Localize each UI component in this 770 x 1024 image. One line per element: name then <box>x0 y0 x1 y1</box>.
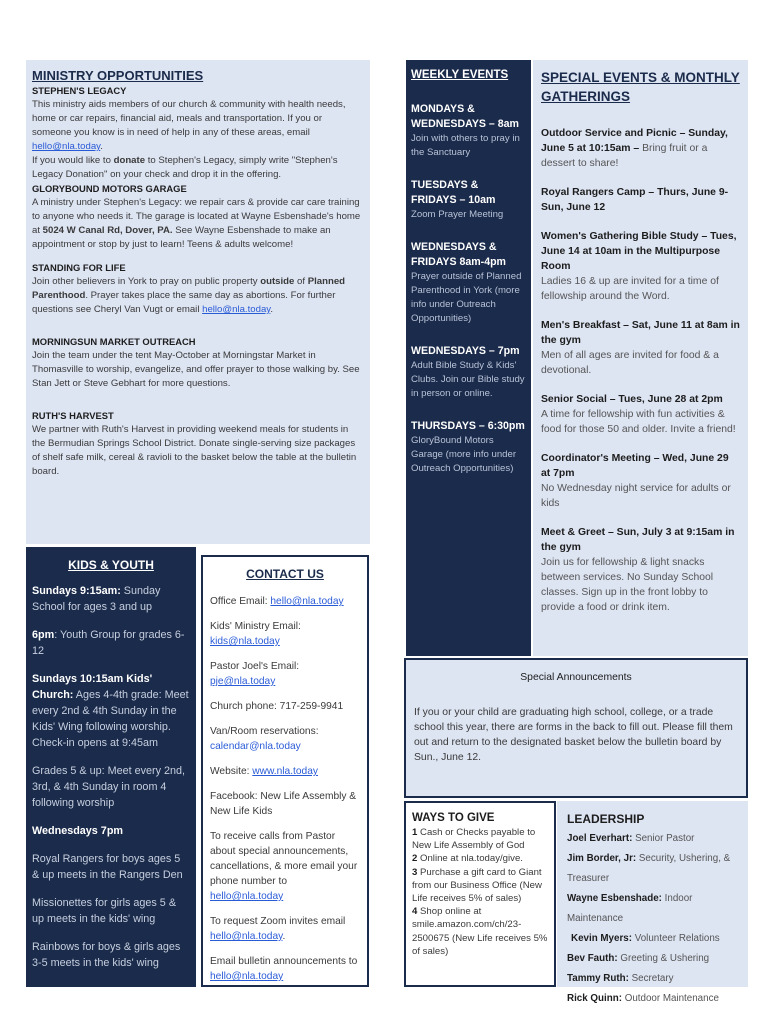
special-event-desc: No Wednesday night service for adults or kids <box>541 483 731 509</box>
garage-text-2: See Wayne Esbenshade to make an appointment or stop by just to learn! Teens & adults welcome! <box>32 225 331 250</box>
leader-name: Bev Fauth: <box>567 953 618 964</box>
leader-name: Tammy Ruth: <box>567 973 629 984</box>
leader-row <box>567 929 738 949</box>
leader-role: Security, Ushering, & Treasurer <box>567 853 731 884</box>
pastor-calls-text: To receive calls from Pastor about special announcements, cancellations, & more email your phone number to <box>210 831 358 887</box>
missionettes-item: Missionettes for girls ages 5 & up meets in the kids' wing <box>32 897 177 925</box>
website-link[interactable]: www.nla.today <box>252 766 318 777</box>
weekly-event-time: WEDNESDAYS & FRIDAYS 8am-4pm <box>411 241 506 268</box>
special-events-panel <box>533 60 748 656</box>
announcements-body: If you or your child are graduating high school, college, or a trade school this year, there are forms in the back to fill out. Please fill them out and return to the designated basket below the bulletin board by Sun., June 12. <box>414 707 733 763</box>
give-option-text: Online at nla.today/give. <box>417 853 523 865</box>
special-event <box>541 185 740 215</box>
ruth-text: We partner with Ruth's Harvest in providing weekend meals for students in the Bermudian Springs School District. Donate single-serving size packages of shelf safe milk, cereal & ravioli to the basket below the table at the bulletin board. <box>32 424 357 477</box>
youth-group-item <box>32 627 190 659</box>
special-event-head: Women's Gathering Bible Study – Tues, June 14 at 10am in the Multipurpose Room <box>541 231 737 272</box>
leader-role: Greeting & Ushering <box>617 953 710 964</box>
special-event-head: Senior Social – Tues, June 28 at 2pm <box>541 394 723 405</box>
zoom-end: . <box>282 931 286 942</box>
ministry-title: MINISTRY OPPORTUNITIES <box>32 68 204 83</box>
leader-row <box>567 969 738 989</box>
youth-group-desc: : Youth Group for grades 6-12 <box>32 629 185 657</box>
weekly-event <box>411 102 526 160</box>
give-option-text: Shop online at smile.amazon.com/ch/23-2500675 (New Life receives 5% of sales) <box>412 906 548 957</box>
special-event <box>541 318 740 378</box>
give-option-number: 4 <box>412 906 418 918</box>
leader-row <box>567 849 738 889</box>
leader-role: Volunteer Relations <box>631 933 720 944</box>
stephens-text-1: This ministry aids members of our church & community with health needs, home or car repairs, financial aid, meals and transportation. If you or someone you know is in need of help in any of these areas, email <box>32 99 346 138</box>
kids-church-item <box>32 671 190 751</box>
kids-email-link[interactable]: kids@nla.today <box>210 636 280 647</box>
wednesdays-time: Wednesdays 7pm <box>32 825 124 837</box>
give-option <box>412 905 548 958</box>
give-option-text: Purchase a gift card to Giant from our Business Office (New Life receives 5% of sales) <box>412 866 542 905</box>
leader-role: Indoor Maintenance <box>567 893 693 924</box>
sunday-school-desc: Sunday School for ages 3 and up <box>32 585 161 613</box>
stephens-text-4: to Stephen's Legacy, simply write "Stephen's Legacy Donation" on your check and drop it in the offering. <box>32 155 338 180</box>
kids-title: KIDS & YOUTH <box>68 558 154 572</box>
weekly-event <box>411 344 526 401</box>
stephens-text-2: . <box>100 141 103 152</box>
weekly-title: WEEKLY EVENTS <box>411 69 509 81</box>
special-announcements-panel <box>404 658 748 798</box>
planned-parenthood-bold: Planned Parenthood <box>32 276 346 301</box>
pastor-email-label: Pastor Joel's Email: <box>210 661 300 672</box>
standing-text-2: of <box>294 276 308 287</box>
special-event-desc: Ladies 16 & up are invited for a time of fellowship around the Word. <box>541 276 719 302</box>
stephens-legacy-heading: STEPHEN'S LEGACY <box>32 85 127 96</box>
sunday-school-time: Sundays 9:15am: <box>32 585 121 597</box>
kids-church-time: Sundays 10:15am Kids' Church: <box>32 673 153 701</box>
leader-row <box>567 949 738 969</box>
stephens-legacy-text <box>32 98 364 154</box>
standing-heading: STANDING FOR LIFE <box>32 262 126 273</box>
church-phone: Church phone: 717-259-9941 <box>210 701 344 712</box>
special-event <box>541 525 740 615</box>
special-event-head: Coordinator's Meeting – Wed, June 29 at 7pm <box>541 453 729 479</box>
facebook-item: Facebook: New Life Assembly & New Life Kids <box>210 791 357 817</box>
ways-title: WAYS TO GIVE <box>412 812 495 824</box>
morningsun-heading: MORNINGSUN MARKET OUTREACH <box>32 336 196 347</box>
zoom-email-link[interactable]: hello@nla.today <box>210 931 283 942</box>
leadership-title: LEADERSHIP <box>567 812 645 826</box>
special-event <box>541 392 740 437</box>
morningsun-text: Join the team under the tent May-October at Morningstar Market in Thomasville to worship, evangelize, and offer prayer to those walking by. See Stan Jett or Steve Gebhart for more questions. <box>32 350 360 389</box>
van-room-label: Van/Room reservations: <box>210 726 319 737</box>
garage-address: 5024 W Canal Rd, Dover, PA. <box>42 225 173 236</box>
special-title: SPECIAL EVENTS & MONTHLY GATHERINGS <box>541 70 740 104</box>
ways-to-give-panel <box>404 801 556 987</box>
leader-name: Rick Quinn: <box>567 993 622 1004</box>
weekly-event-desc: Adult Bible Study & Kids' Clubs. Join our Bible study in person or online. <box>411 360 525 399</box>
leader-row <box>567 989 738 1009</box>
donate-bold: donate <box>113 155 146 166</box>
youth-group-time: 6pm <box>32 629 55 641</box>
grades-5-item: Grades 5 & up: Meet every 2nd, 3rd, & 4th Sunday in room 4 following worship <box>32 765 186 809</box>
standing-email-link[interactable]: hello@nla.today <box>202 304 271 315</box>
leader-role: Outdoor Maintenance <box>621 993 719 1004</box>
weekly-events-panel <box>406 60 531 656</box>
contact-us-panel <box>201 555 369 987</box>
bulletin-email-link[interactable]: hello@nla.today <box>210 971 284 982</box>
leader-row <box>567 889 738 929</box>
calendar-email-link[interactable]: calendar@nla.today <box>210 741 301 752</box>
weekly-event <box>411 240 526 326</box>
weekly-event-desc: GloryBound Motors Garage (more info under Outreach Opportunities) <box>411 435 517 474</box>
give-option-number: 2 <box>412 853 418 865</box>
give-option <box>412 826 548 852</box>
pastor-calls-item <box>210 829 360 904</box>
pastor-calls-email-link[interactable]: hello@nla.today <box>210 891 284 902</box>
kids-youth-panel <box>26 547 196 987</box>
leader-role: Senior Pastor <box>632 833 695 844</box>
weekly-event <box>411 419 526 476</box>
zoom-item <box>210 914 360 944</box>
special-event-desc: Bring fruit or a dessert to share! <box>541 143 708 169</box>
stephens-email-link[interactable]: hello@nla.today <box>32 141 101 152</box>
garage-text <box>32 196 364 252</box>
weekly-event-desc: Join with others to pray in the Sanctuary <box>411 133 520 158</box>
give-option-text: Cash or Checks payable to New Life Assembly of God <box>412 827 536 852</box>
standing-text <box>32 275 364 317</box>
weekly-event-time: THURSDAYS – 6:30pm <box>411 420 525 432</box>
van-room-item <box>210 724 360 754</box>
give-option <box>412 866 548 906</box>
standing-text-3: . Prayer takes place the same day as abortions. For further questions see Cheryl Van Vugt or email <box>32 290 336 315</box>
kids-email-item <box>210 619 360 649</box>
standing-text-1: Join other believers in York to pray on public property <box>32 276 261 287</box>
weekly-event <box>411 178 526 222</box>
ruth-heading: RUTH'S HARVEST <box>32 410 114 421</box>
pastor-email-item <box>210 659 360 689</box>
special-event-head: Men's Breakfast – Sat, June 11 at 8am in the gym <box>541 320 740 346</box>
special-event <box>541 126 740 171</box>
bulletin-text: Email bulletin announcements to <box>210 956 358 967</box>
special-event <box>541 451 740 511</box>
leader-name: Jim Border, Jr: <box>567 853 637 864</box>
leader-name: Kevin Myers: <box>571 933 632 944</box>
stephens-text-3: If you would like to <box>32 155 114 166</box>
special-event-desc: Men of all ages are invited for food & a devotional. <box>541 350 719 376</box>
zoom-text: To request Zoom invites email <box>210 916 346 927</box>
stephens-donate-text <box>32 154 364 182</box>
bulletin-item <box>210 954 360 984</box>
leader-row <box>567 829 738 849</box>
kids-church-desc: Ages 4-4th grade: Meet every 2nd & 4th Sunday in the Kids' Wing following worship. Check-in opens at 9:45am <box>32 689 189 749</box>
announcements-title: Special Announcements <box>520 672 632 683</box>
weekly-event-desc: Prayer outside of Planned Parenthood in York (more info under Outreach Opportunities) <box>411 271 522 324</box>
wednesdays-heading <box>32 823 190 839</box>
leader-name: Joel Everhart: <box>567 833 633 844</box>
contact-title: CONTACT US <box>246 567 324 581</box>
pastor-email-link[interactable]: pje@nla.today <box>210 676 276 687</box>
leader-role: Secretary <box>628 973 674 984</box>
special-event-head: Royal Rangers Camp – Thurs, June 9- Sun, June 12 <box>541 187 729 213</box>
weekly-event-time: MONDAYS & WEDNESDAYS – 8am <box>411 103 519 130</box>
rainbows-item: Rainbows for boys & girls ages 3-5 meets in the kids' wing <box>32 941 181 969</box>
give-option <box>412 852 548 865</box>
garage-text-1: A ministry under Stephen's Legacy: we repair cars & provide car care training to anyone who needs it. The garage is located at Wayne Esbenshade's home at <box>32 197 361 236</box>
leadership-panel <box>557 801 748 1004</box>
special-event-head: Meet & Greet – Sun, July 3 at 9:15am in the gym <box>541 527 735 553</box>
weekly-event-time: TUESDAYS & FRIDAYS – 10am <box>411 179 496 206</box>
weekly-event-time: WEDNESDAYS – 7pm <box>411 345 520 357</box>
special-event-desc: A time for fellowship with fun activities & food for those 50 and older. Invite a friend! <box>541 409 736 435</box>
website-label: Website: <box>210 766 253 777</box>
outside-bold: outside <box>260 276 295 287</box>
office-email-item <box>210 594 360 609</box>
special-event-desc: Join us for fellowship & light snacks between services. No Sunday School classes. Sign up in the front lobby to provide a food or drink item. <box>541 557 714 613</box>
special-event-head: Outdoor Service and Picnic – Sunday, June 5 at 10:15am – <box>541 128 728 154</box>
website-item <box>210 764 360 779</box>
ministry-opportunities-panel <box>26 60 370 544</box>
royal-rangers-item: Royal Rangers for boys ages 5 & up meets in the Rangers Den <box>32 853 183 881</box>
sunday-school-item <box>32 583 190 615</box>
office-email-link[interactable]: hello@nla.today <box>270 596 344 607</box>
standing-text-4: . <box>270 304 274 315</box>
office-email-label: Office Email: <box>210 596 271 607</box>
give-option-number: 1 <box>412 827 418 838</box>
garage-heading: GLORYBOUND MOTORS GARAGE <box>32 183 187 194</box>
give-option-number: 3 <box>412 866 418 878</box>
kids-email-label: Kids' Ministry Email: <box>210 621 301 632</box>
special-event <box>541 229 740 304</box>
leader-name: Wayne Esbenshade: <box>567 893 662 904</box>
weekly-event-desc: Zoom Prayer Meeting <box>411 209 504 220</box>
